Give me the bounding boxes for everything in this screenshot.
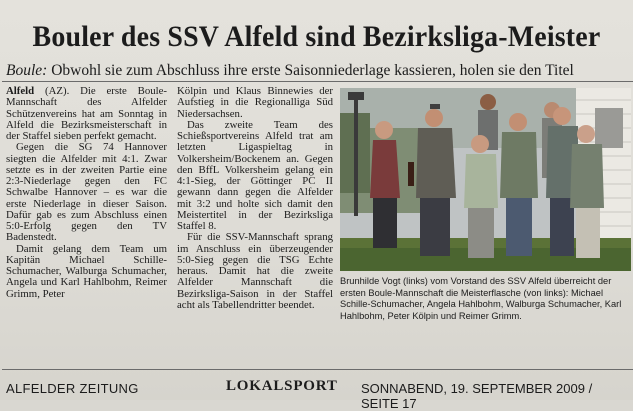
- subheadline-kicker: Boule:: [6, 62, 48, 79]
- caption-line: Hahlbohm, Peter Kölpin und Reimer Grimm.: [340, 311, 522, 322]
- page-footer: [0, 372, 633, 411]
- section-name: LOKALSPORT: [226, 378, 338, 394]
- paragraph: Gegen die SG 74 Hannover siegten die Alfelder mit 4:1. Zwar setzte es in der zweiten Partie eine 2:3-Niederlage gegen den FC Schwalbe Hannover – es war die erste Niederlage in dieser Saison. Dafür gab es zum Abschluss einen 5:0-Erfolg gegen den TV Badenstedt.: [6, 141, 167, 244]
- paragraph-text: (AZ). Die erste Boule-Mannschaft des Alfelder Schützenvereins hat am Sonntag in Alfeld die Bezirksmeisterschaft in der Staffel sieben perfekt gemacht.: [6, 85, 167, 142]
- caption-line: ersten Boule-Mannschaft die Meisterflasche (von links): Michael: [340, 287, 604, 298]
- team-photo-image: [340, 88, 631, 271]
- paragraph: [6, 86, 167, 142]
- headline: Bouler des SSV Alfeld sind Bezirksliga-Meister: [32, 20, 601, 53]
- caption-line: Brunhilde Vogt (links) vom Vorstand des SSV Alfeld überreicht der: [340, 276, 612, 286]
- caption-line: Schille-Schumacher, Angela Hahlbohm, Walburga Schumacher, Karl: [340, 299, 622, 310]
- subheadline-rule: [2, 81, 633, 82]
- date-and-page: SONNABEND, 19. SEPTEMBER 2009 / SEITE 17: [361, 381, 593, 411]
- paragraph: Kölpin und Klaus Binnewies der Aufstieg in die Regionalliga Süd Niedersachsen.: [177, 85, 333, 120]
- paragraph: Damit gelang dem Team um Kapitän Michael Schille-Schumacher, Walburga Schumacher, Angela und Karl Hahlbohm, Reimer Grimm, Peter: [6, 242, 167, 300]
- subheadline-text: Obwohl sie zum Abschluss ihre erste Saisonniederlage kassieren, holen sie den Titel: [47, 62, 574, 79]
- team-photo: [340, 88, 631, 271]
- publication-name: ALFELDER ZEITUNG: [6, 381, 139, 396]
- paragraph: Für die SSV-Mannschaft sprang im Anschluss ein überzeugender 5:0-Sieg gegen die TSG Echte heraus. Damit hat die zweite Alfelder Mannschaft die Bezirksliga-Saison in der Staffel acht als Tabellendritter beendet.: [177, 231, 333, 311]
- photo-caption: [340, 276, 633, 323]
- article-column-2: [177, 86, 333, 311]
- dateline: Alfeld: [6, 85, 35, 97]
- subheadline: [6, 61, 631, 81]
- footer-rule: [2, 369, 633, 370]
- paragraph: Das zweite Team des Schießsportvereins Alfeld trat am letzten Ligaspieltag in Volkersheim/Bockenem an. Gegen den BffL Volkersheim gelang ein 4:1-Sieg, der Göttinger PC II gewann dann gegen die Alfelder mit 3:2 und holte sich damit den Meistertitel in der Bezirksliga Staffel 8.: [177, 118, 333, 232]
- article-column-1: [6, 86, 167, 300]
